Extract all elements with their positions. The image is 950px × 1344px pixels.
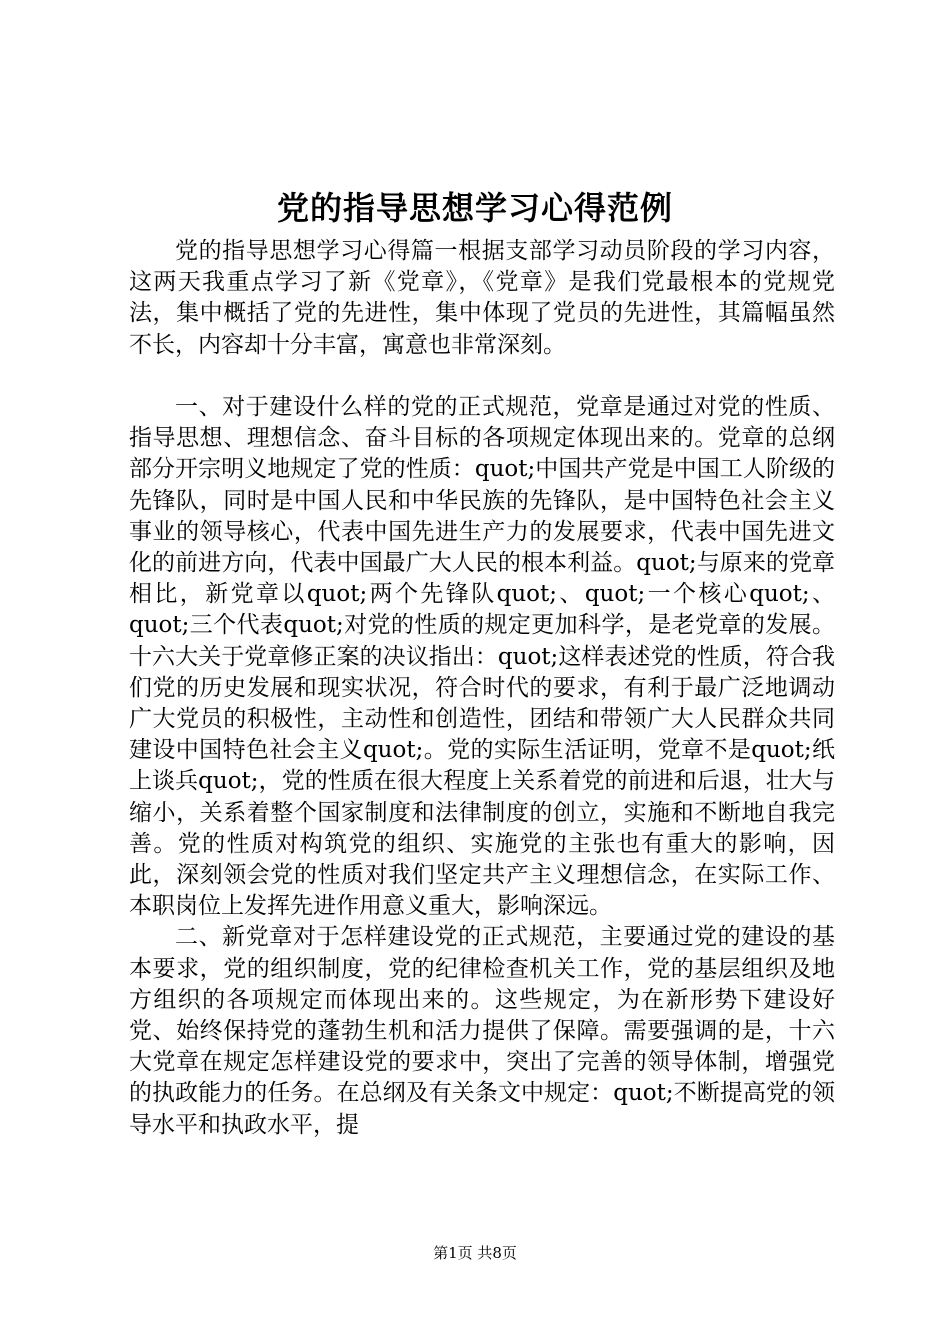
page-number-footer: 第1页 共8页	[433, 1244, 517, 1262]
document-title: 党的指导思想学习心得范例	[276, 189, 673, 227]
paragraph-intro: 党的指导思想学习心得篇一根据支部学习动员阶段的学习内容，这两天我重点学习了新《党章》，《党章》是我们党最根本的党规党法，集中概括了党的先进性，集中体现了党员的先进性，其篇幅虽然不长，内容却十分丰富，寓意也非常深刻。	[129, 238, 835, 358]
document-body	[129, 236, 835, 1141]
paragraph-section-2: 二、新党章对于怎样建设党的正式规范，主要通过党的建设的基本要求，党的组织制度，党的纪律检查机关工作，党的基层组织及地方组织的各项规定而体现出来的。这些规定，为在新形势下建设好党、始终保持党的蓬勃生机和活力提供了保障。需要强调的是，十六大党章在规定怎样建设党的要求中，突出了完善的领导体制，增强党的执政能力的任务。在总纲及有关条文中规定：quot;不断提高党的领导水平和执政水平，提	[129, 924, 835, 1138]
paragraph-section-1: 一、对于建设什么样的党的正式规范，党章是通过对党的性质、指导思想、理想信念、奋斗目标的各项规定体现出来的。党章的总纲部分开宗明义地规定了党的性质：quot;中国共产党是中国工人阶级的先锋队，同时是中国人民和中华民族的先锋队，是中国特色社会主义事业的领导核心，代表中国先进生产力的发展要求，代表中国先进文化的前进方向，代表中国最广大人民的根本利益。quot;与原来的党章相比，新党章以quot;两个先锋队quot;、quot;一个核心quot;、quot;三个代表quot;对党的性质的规定更加科学，是老党章的发展。十六大关于党章修正案的决议指出：quot;这样表述党的性质，符合我们党的历史发展和现实状况，符合时代的要求，有利于最广泛地调动广大党员的积极性，主动性和创造性，团结和带领广大人民群众共同建设中国特色社会主义quot;。党的实际生活证明，党章不是quot;纸上谈兵quot;，党的性质在很大程度上关系着党的前进和后退，壮大与缩小，关系着整个国家制度和法律制度的创立，实施和不断地自我完善。党的性质对构筑党的组织、实施党的主张也有重大的影响，因此，深刻领会党的性质对我们坚定共产主义理想信念，在实际工作、本职岗位上发挥先进作用意义重大，影响深远。	[129, 394, 835, 920]
